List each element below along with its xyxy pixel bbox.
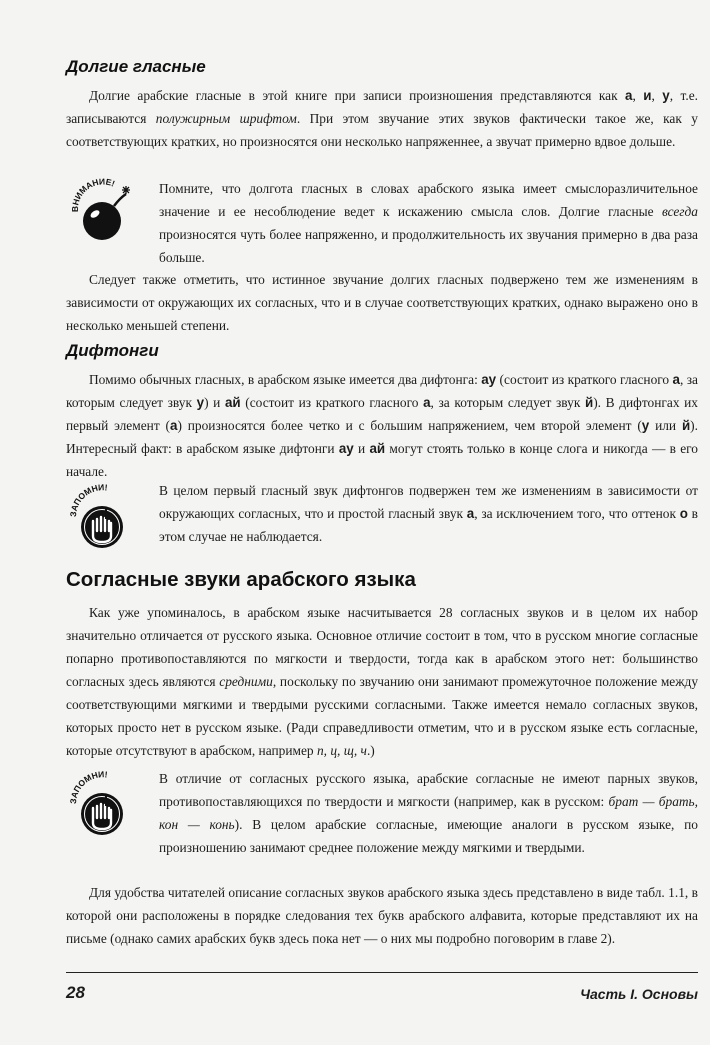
warning-icon-label: ВНИМАНИЕ! <box>69 176 117 213</box>
remember-hand-icon <box>68 764 138 840</box>
heading-diphthongs: Дифтонги <box>66 341 159 360</box>
note-diphthongs: В целом первый гласный звук дифтонгов подвержен тем же изменениям в зависимости от окружающих согласных, что и простой гласный звук а, за исключением того, что оттенок о в этом случае не наблюдается. <box>159 483 698 544</box>
heading-consonants: Согласные звуки арабского языка <box>66 568 416 591</box>
remember-hand-icon <box>68 477 138 553</box>
paragraph-consonants-table-intro: Для удобства читателей описание согласных звуков арабского языка здесь представлено в виде табл. 1.1, в которой они расположены в порядке следования тех букв арабского алфавита, которые представляют их на письме (однако самих арабских букв здесь пока нет — о них мы подробно поговорим в главе 2). <box>66 885 698 946</box>
paragraph-long-vowels-intro: Долгие арабские гласные в этой книге при записи произношения представляются как а, и, у, т.е. записываются полужирным шрифтом. При этом звучание этих звуков фактически такое же, как у соответствующих кратких, но произносятся они несколько напряженнее, а звучат примерно вдвое дольше. <box>66 88 698 149</box>
paragraph-long-vowels-second: Следует также отметить, что истинное звучание долгих гласных подвержено тем же изменениям в зависимости от окружающих их согласных, что и в случае соответствующих кратких, однако выражено оно в несколько меньшей степени. <box>66 272 698 333</box>
running-footer-part: Часть I. Основы <box>580 986 698 1002</box>
paragraph-consonants-intro: Как уже упоминалось, в арабском языке насчитывается 28 согласных звуков и в целом их набор значительно отличается от русского языка. Основное отличие состоит в том, что в русском многие согласные попарно противопоставляются по мягкости и твердости, тогда как в арабском этого нет: большинство согласных здесь являются средними, поскольку по звучанию они занимают промежуточное положение между соответствующими мягкими и твердыми русскими согласными. Также имеется немало согласных звуков, которых просто нет в русском языке. (Ради справедливости отметим, что и в русском языке есть согласные, которые отсутствуют в арабском, например п, ц, щ, ч.) <box>66 605 699 758</box>
note-consonants: В отличие от согласных русского языка, арабские согласные не имеют парных звуков, противопоставляющихся по твердости и мягкости (например, как в русском: брат — брать, кон — конь). В целом арабские согласные, имеющие аналоги в русском языке, по произношению занимают среднее положение между мягкими и твердыми. <box>159 771 698 855</box>
footer-divider <box>66 972 698 973</box>
remember-icon-label: ЗАПОМНИ! <box>68 769 109 805</box>
page-number: 28 <box>66 983 85 1002</box>
warning-bomb-icon <box>68 174 138 250</box>
paragraph-diphthongs: Помимо обычных гласных, в арабском языке имеется два дифтонга: ау (состоит из краткого гласного а, за которым следует звук у) и ай (состоит из краткого гласного а, за которым следует звук й). В дифтонгах их первый элемент (а) произносятся более четко и с большим напряжением, чем второй элемент (у или й). Интересный факт: в арабском языке дифтонги ау и ай могут стоять только в конце слога и никогда — в его начале. <box>66 372 699 479</box>
note-long-vowels: Помните, что долгота гласных в словах арабского языка имеет смыслоразличительное значение и ее несоблюдение ведет к искажению смысла слов. Долгие гласные всегда произносятся чуть более напряженно, и продолжительность их звучания примерно в два раза больше. <box>159 181 698 265</box>
remember-icon-label: ЗАПОМНИ! <box>68 482 109 518</box>
heading-long-vowels: Долгие гласные <box>66 57 206 76</box>
